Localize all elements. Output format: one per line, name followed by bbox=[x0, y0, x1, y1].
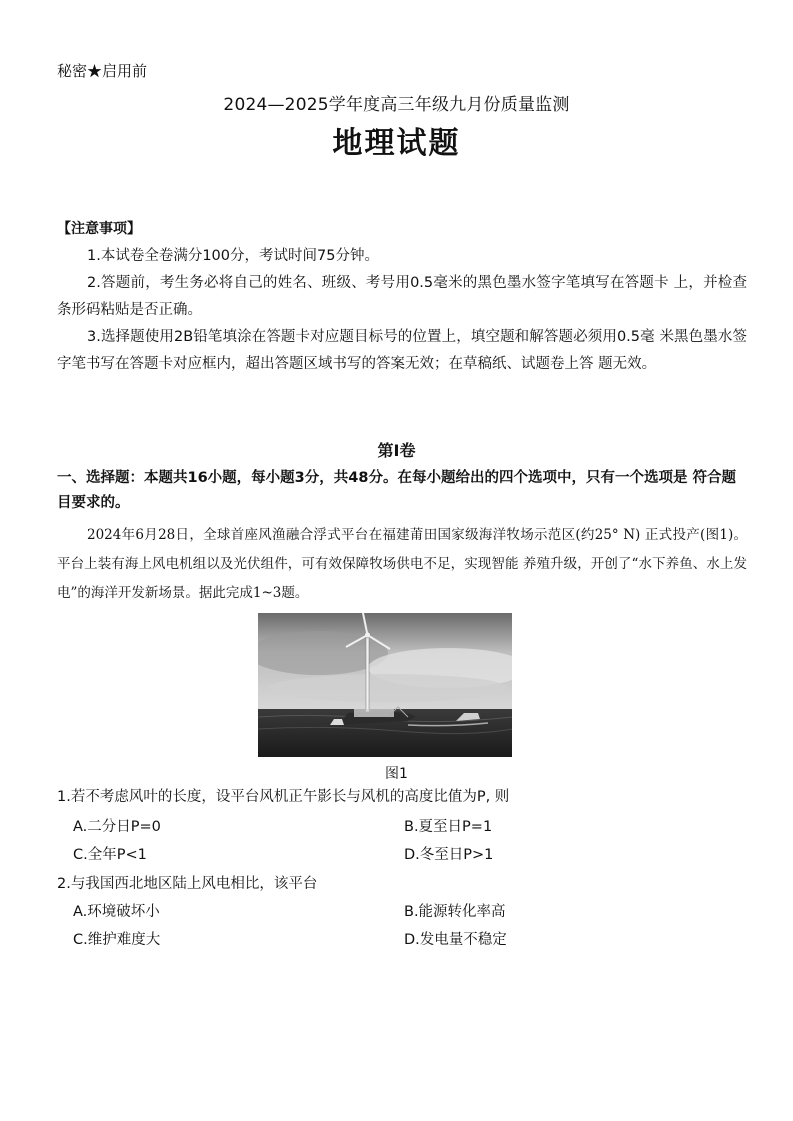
question-1-stem: 1.若不考虑风叶的长度，设平台风机正午影长与风机的高度比值为P, 则 bbox=[57, 789, 510, 805]
volume-heading: 第I卷 bbox=[377, 441, 416, 460]
notice-item-2: 2.答题前，考生务必将自己的姓名、班级、考号用0.5毫米的黑色墨水签字笔填写在答题卡 上，并检查条形码粘贴是否正确。 bbox=[57, 275, 747, 318]
question-material: 2024年6月28日，全球首座风渔融合浮式平台在福建莆田国家级海洋牧场示范区(约25° N) 正式投产(图1)。平台上装有海上风电机组以及光伏组件，可有效保障牧场供电不足，实现智能 养殖升级，开创了“水下养鱼、水上发电”的海洋开发新场景。据此完成1~3题。 bbox=[57, 527, 747, 601]
question-1-option-b: B.夏至日P=1 bbox=[404, 819, 493, 835]
question-2-option-b: B.能源转化率高 bbox=[404, 904, 506, 920]
notice-item-3: 3.选择题使用2B铅笔填涂在答题卡对应题目标号的位置上，填空题和解答题必须用0.5毫 米黑色墨水签字笔书写在答题卡对应框内，超出答题区域书写的答案无效；在草稿纸、试题卷上答 题无效。 bbox=[57, 329, 747, 372]
question-2-option-a: A.环境破坏小 bbox=[73, 904, 160, 920]
exam-subtitle: 2024—2025学年度高三年级九月份质量监测 bbox=[223, 95, 570, 115]
notice-heading: 【注意事项】 bbox=[57, 221, 141, 237]
question-1-option-c: C.全年P<1 bbox=[73, 847, 147, 863]
question-2-stem: 2.与我国西北地区陆上风电相比，该平台 bbox=[57, 876, 318, 892]
question-2-option-c: C.维护难度大 bbox=[73, 932, 161, 948]
question-1-option-a: A.二分日P=0 bbox=[73, 819, 161, 835]
figure-1-caption: 图1 bbox=[385, 766, 408, 782]
question-1-option-d: D.冬至日P>1 bbox=[404, 847, 494, 863]
notice-item-1: 1.本试卷全卷满分100分，考试时间75分钟。 bbox=[87, 248, 379, 264]
figure-1-photo bbox=[258, 613, 512, 757]
question-2-option-d: D.发电量不稳定 bbox=[404, 932, 507, 948]
confidential-mark: 秘密★启用前 bbox=[57, 62, 148, 80]
exam-title: 地理试题 bbox=[332, 126, 461, 161]
section-instructions: 一、选择题：本题共16小题，每小题3分，共48分。在每小题给出的四个选项中，只有一个选项是 符合题目要求的。 bbox=[57, 470, 736, 511]
